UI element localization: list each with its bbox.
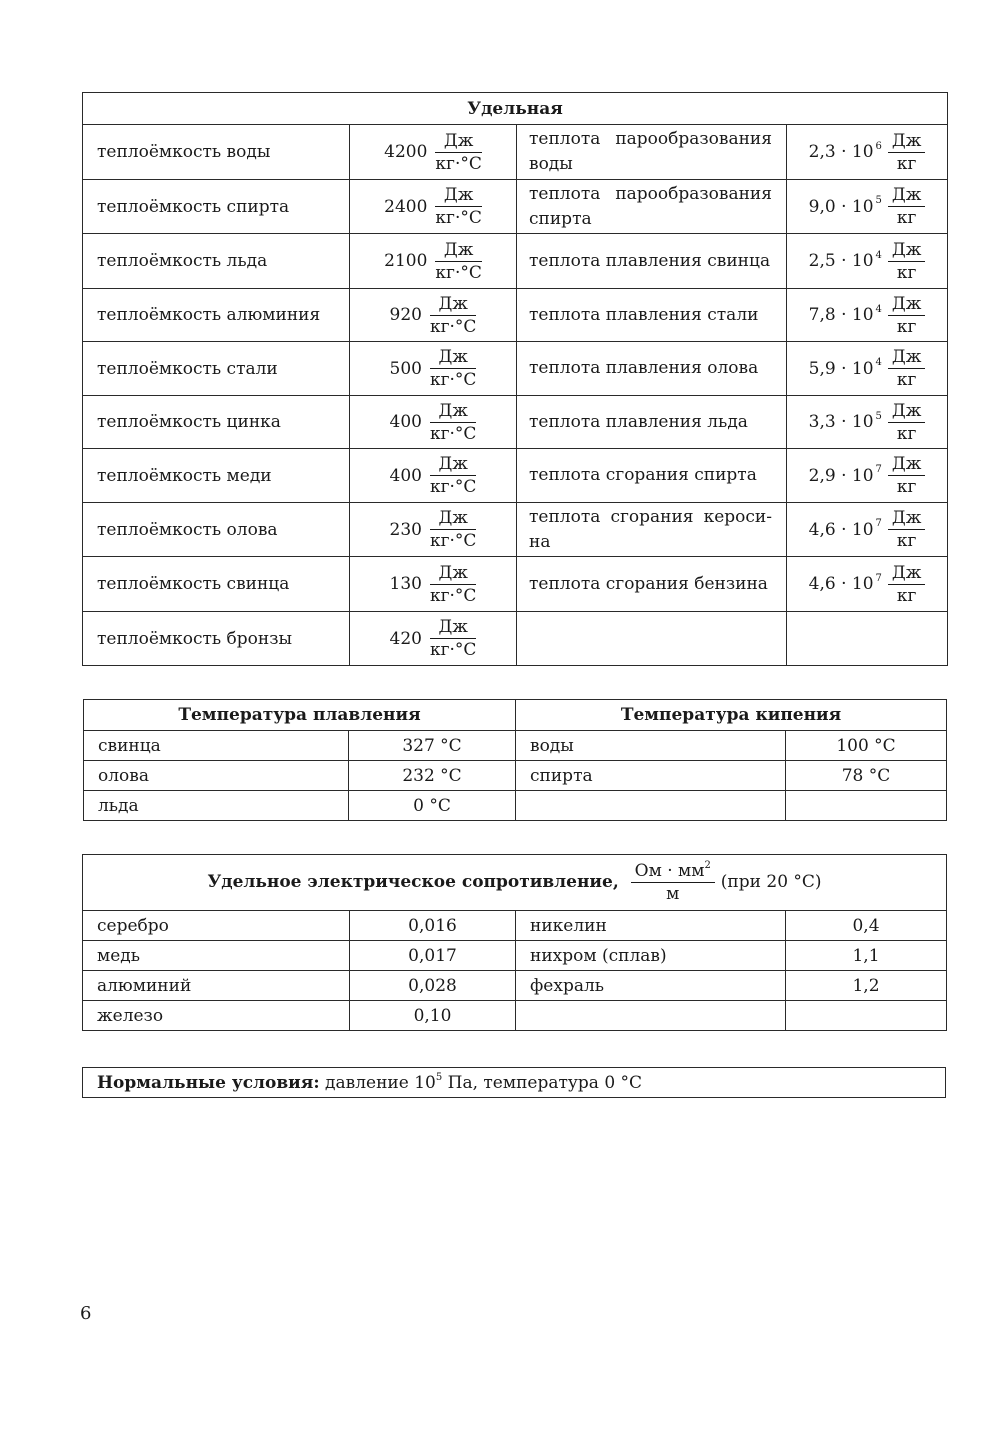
table-row (83, 557, 948, 612)
latent-heat-exponent: 7 (875, 464, 882, 475)
latent-heat-unit (888, 562, 925, 607)
latent-heat-unit-bottom: кг (896, 477, 917, 497)
latent-heat-exponent: 7 (875, 572, 882, 584)
specific-heat-title: Удельная (83, 93, 948, 125)
latent-heat-label: теплота парообразования спирта (517, 180, 787, 234)
heat-capacity-unit-bottom: кг·°С (430, 531, 477, 551)
latent-heat-unit (888, 184, 925, 229)
latent-heat-mantissa: 3,3 · 10 (808, 412, 874, 432)
heat-capacity-unit-bottom: кг·°С (435, 208, 482, 228)
heat-capacity-value-cell (350, 449, 517, 503)
latent-heat-mantissa: 9,0 · 10 (808, 196, 874, 217)
table-row (83, 342, 948, 396)
latent-heat-exponent: 4 (875, 357, 882, 368)
heat-capacity-unit (430, 562, 476, 607)
melting-temperature: 327 °С (349, 731, 516, 761)
table-row (83, 612, 948, 666)
latent-heat-value-cell (787, 396, 948, 449)
latent-heat-value-cell (787, 125, 948, 180)
heat-capacity-unit (430, 293, 476, 338)
normal-conditions-cell (83, 1068, 946, 1098)
latent-heat-mantissa: 4,6 · 10 (808, 519, 874, 540)
boiling-substance: воды (516, 731, 786, 761)
melting-substance: свинца (84, 731, 349, 761)
boiling-temperature: 78 °С (786, 761, 947, 791)
heat-capacity-value-cell (350, 234, 517, 289)
table-row (83, 1001, 947, 1031)
latent-heat-unit (888, 130, 925, 175)
latent-heat-mantissa: 2,3 · 10 (808, 142, 874, 162)
boiling-substance (516, 791, 786, 821)
resistivity-unit-exp: 2 (704, 860, 711, 871)
boiling-temperature (786, 791, 947, 821)
resistivity-material: медь (83, 941, 350, 971)
latent-heat-mantissa: 4,6 · 10 (808, 574, 874, 594)
latent-heat-label: теплота плавления стали (517, 289, 787, 342)
heat-capacity-unit (430, 346, 476, 391)
latent-heat-value-cell (787, 234, 948, 289)
resistivity-value: 0,4 (786, 911, 947, 941)
latent-heat-unit-bottom: кг (896, 316, 917, 337)
table-row (83, 911, 947, 941)
heat-capacity-unit-bottom: кг·°С (430, 640, 477, 660)
heat-capacity-label: теплоёмкость спирта (83, 180, 350, 234)
latent-heat-mantissa: 2,9 · 10 (808, 465, 874, 486)
table-row (83, 971, 947, 1001)
latent-heat-exponent: 6 (875, 140, 882, 152)
melting-temperature: 232 °С (349, 761, 516, 791)
table-row (84, 731, 947, 761)
latent-heat-unit-top: Дж (888, 507, 925, 530)
melting-substance: олова (84, 761, 349, 791)
normal-conditions-text-a: давление 10 (325, 1072, 436, 1093)
heat-capacity-unit-top: Дж (430, 616, 476, 639)
heat-capacity-value-cell (350, 125, 517, 180)
heat-capacity-unit-top: Дж (430, 507, 476, 530)
heat-capacity-label: теплоёмкость воды (83, 125, 350, 180)
heat-capacity-value-cell (350, 396, 517, 449)
heat-capacity-unit-top: Дж (435, 239, 481, 262)
table-row (84, 791, 947, 821)
heat-capacity-unit-top: Дж (430, 346, 476, 369)
heat-capacity-value-cell (350, 503, 517, 557)
heat-capacity-label: теплоёмкость льда (83, 234, 350, 289)
normal-conditions-text-b: Па, температура 0 °С (447, 1072, 643, 1093)
table-row (83, 449, 948, 503)
normal-conditions-label: Нормальные условия: (97, 1072, 320, 1093)
latent-heat-label: теплота плавления льда (517, 396, 787, 449)
table-row (83, 941, 947, 971)
heat-capacity-unit-top: Дж (430, 400, 476, 423)
heat-capacity-value: 2100 (384, 251, 428, 271)
heat-capacity-value-cell (350, 342, 517, 396)
heat-capacity-unit-bottom: кг·°С (430, 585, 477, 606)
latent-heat-value-cell (787, 289, 948, 342)
resistivity-table (82, 854, 947, 1031)
latent-heat-exponent: 7 (875, 518, 882, 529)
heat-capacity-value: 400 (389, 465, 422, 486)
resistivity-value: 0,017 (350, 941, 516, 971)
heat-capacity-value: 4200 (384, 142, 428, 162)
heat-capacity-label: теплоёмкость свинца (83, 557, 350, 612)
latent-heat-unit-bottom: кг (896, 585, 917, 606)
table-row (83, 180, 948, 234)
latent-heat-value-cell (787, 342, 948, 396)
heat-capacity-value: 130 (389, 574, 422, 594)
heat-capacity-value: 2400 (384, 196, 428, 217)
heat-capacity-unit-bottom: кг·°С (430, 370, 477, 390)
latent-heat-value-cell (787, 503, 948, 557)
heat-capacity-value: 420 (389, 628, 422, 649)
latent-heat-label: теплота сгорания спирта (517, 449, 787, 503)
latent-heat-unit-top: Дж (888, 130, 925, 153)
heat-capacity-unit-top: Дж (435, 184, 481, 207)
resistivity-value: 0,028 (350, 971, 516, 1001)
resistivity-material (516, 1001, 786, 1031)
table-row (83, 234, 948, 289)
latent-heat-unit-bottom: кг (896, 370, 917, 390)
normal-conditions-exp: 5 (435, 1071, 443, 1083)
resistivity-header (83, 855, 947, 911)
boiling-header: Температура кипения (516, 700, 947, 731)
latent-heat-unit (888, 293, 925, 338)
heat-capacity-unit-bottom: кг·°С (430, 423, 477, 444)
latent-heat-unit-top: Дж (888, 346, 925, 369)
table-row (83, 396, 948, 449)
latent-heat-unit-top: Дж (888, 184, 925, 207)
latent-heat-unit (888, 400, 925, 445)
empty-cell (787, 612, 948, 666)
boiling-temperature: 100 °С (786, 731, 947, 761)
latent-heat-mantissa: 7,8 · 10 (808, 305, 874, 325)
resistivity-material: железо (83, 1001, 350, 1031)
latent-heat-unit-bottom: кг (896, 423, 917, 444)
heat-capacity-unit (430, 453, 476, 498)
heat-capacity-value-cell (350, 289, 517, 342)
latent-heat-exponent: 5 (875, 195, 882, 206)
resistivity-material: алюминий (83, 971, 350, 1001)
heat-capacity-unit-bottom: кг·°С (435, 153, 482, 174)
boiling-substance: спирта (516, 761, 786, 791)
heat-capacity-unit (435, 184, 481, 229)
latent-heat-label: теплота парообразования воды (517, 125, 787, 180)
latent-heat-exponent: 4 (875, 303, 882, 315)
empty-cell (517, 612, 787, 666)
latent-heat-unit-top: Дж (888, 293, 925, 316)
latent-heat-label: теплота плавления олова (517, 342, 787, 396)
heat-capacity-value: 500 (389, 358, 422, 379)
heat-capacity-unit (430, 616, 476, 661)
heat-capacity-unit-top: Дж (430, 562, 476, 585)
latent-heat-value-cell (787, 449, 948, 503)
heat-capacity-unit-top: Дж (435, 130, 481, 153)
resistivity-material: никелин (516, 911, 786, 941)
page-number: 6 (80, 1303, 92, 1324)
melting-temperature: 0 °С (349, 791, 516, 821)
heat-capacity-label: теплоёмкость олова (83, 503, 350, 557)
heat-capacity-value: 920 (389, 305, 422, 325)
latent-heat-unit-top: Дж (888, 239, 925, 262)
latent-heat-unit-bottom: кг (896, 531, 917, 551)
heat-capacity-value: 230 (389, 519, 422, 540)
latent-heat-unit-top: Дж (888, 453, 925, 476)
resistivity-value: 0,10 (350, 1001, 516, 1031)
heat-capacity-unit-bottom: кг·°С (430, 316, 477, 337)
resistivity-material: серебро (83, 911, 350, 941)
resistivity-value: 1,1 (786, 941, 947, 971)
resistivity-title: Удельное электрическое сопротивление, (207, 872, 619, 892)
latent-heat-unit-bottom: кг (896, 153, 917, 174)
resistivity-value: 1,2 (786, 971, 947, 1001)
latent-heat-unit-bottom: кг (896, 208, 917, 228)
table-row (83, 289, 948, 342)
latent-heat-label: теплота сгорания бензина (517, 557, 787, 612)
latent-heat-mantissa: 2,5 · 10 (808, 251, 874, 271)
heat-capacity-value-cell (350, 612, 517, 666)
latent-heat-unit-bottom: кг (896, 262, 917, 283)
normal-conditions-box (82, 1067, 946, 1098)
heat-capacity-unit (430, 400, 476, 445)
heat-capacity-unit-top: Дж (430, 293, 476, 316)
heat-capacity-unit-bottom: кг·°С (435, 262, 482, 283)
heat-capacity-unit (435, 130, 481, 175)
heat-capacity-unit (435, 239, 481, 284)
heat-capacity-label: теплоёмкость бронзы (83, 612, 350, 666)
latent-heat-unit-top: Дж (888, 562, 925, 585)
latent-heat-unit (888, 346, 925, 391)
melting-substance: льда (84, 791, 349, 821)
table-row (83, 125, 948, 180)
latent-heat-label: теплота сгорания кероси-на (517, 503, 787, 557)
resistivity-unit-top: Ом · мм (634, 861, 705, 881)
table-row (84, 761, 947, 791)
latent-heat-unit (888, 453, 925, 498)
heat-capacity-value: 400 (389, 412, 422, 432)
heat-capacity-unit-top: Дж (430, 453, 476, 476)
latent-heat-value-cell (787, 180, 948, 234)
latent-heat-unit (888, 507, 925, 552)
resistivity-value: 0,016 (350, 911, 516, 941)
latent-heat-unit (888, 239, 925, 284)
heat-capacity-value-cell (350, 557, 517, 612)
table-row (83, 503, 948, 557)
heat-capacity-label: теплоёмкость алюминия (83, 289, 350, 342)
temperature-table (83, 699, 947, 821)
latent-heat-mantissa: 5,9 · 10 (808, 358, 874, 379)
resistivity-unit-bottom: м (666, 884, 680, 904)
latent-heat-label: теплота плавления свинца (517, 234, 787, 289)
heat-capacity-value-cell (350, 180, 517, 234)
resistivity-condition: (при 20 °С) (720, 872, 822, 892)
resistivity-unit (631, 860, 715, 905)
heat-capacity-label: теплоёмкость меди (83, 449, 350, 503)
resistivity-value (786, 1001, 947, 1031)
heat-capacity-label: теплоёмкость цинка (83, 396, 350, 449)
resistivity-material: нихром (сплав) (516, 941, 786, 971)
latent-heat-unit-top: Дж (888, 400, 925, 423)
specific-heat-table (82, 92, 948, 666)
latent-heat-exponent: 4 (875, 249, 882, 261)
heat-capacity-label: теплоёмкость стали (83, 342, 350, 396)
heat-capacity-unit-bottom: кг·°С (430, 477, 477, 497)
resistivity-material: фехраль (516, 971, 786, 1001)
latent-heat-exponent: 5 (875, 410, 882, 422)
melting-header: Температура плавления (84, 700, 516, 731)
latent-heat-value-cell (787, 557, 948, 612)
heat-capacity-unit (430, 507, 476, 552)
